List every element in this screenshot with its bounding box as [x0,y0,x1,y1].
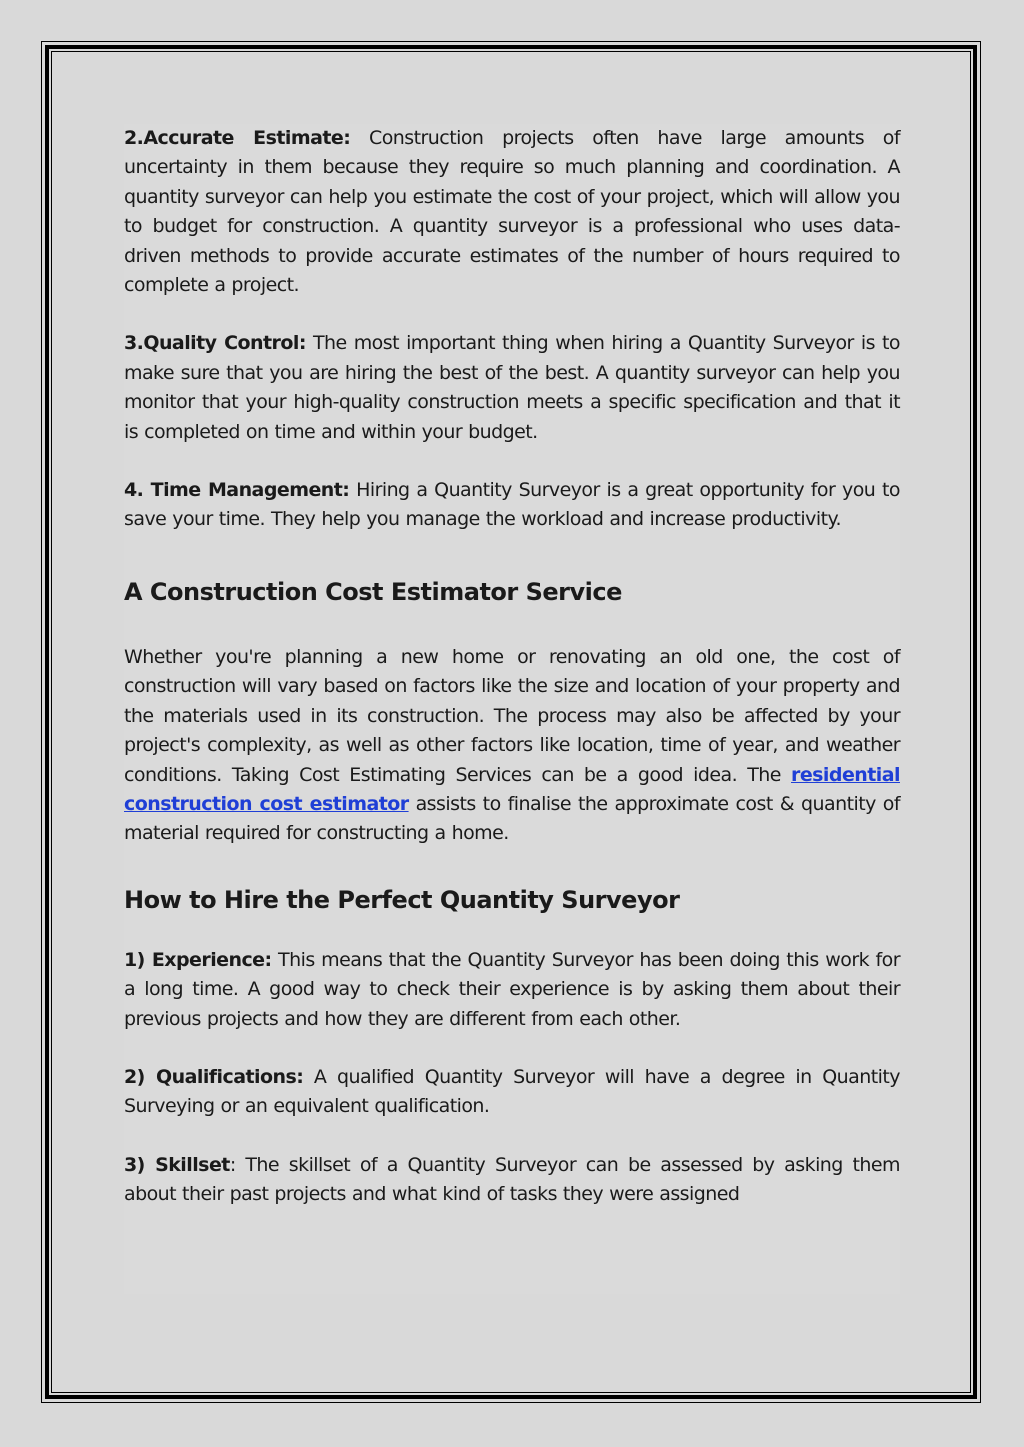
paragraph-cost-estimator [124,643,900,849]
label-skillset: 3) Skillset [124,1153,230,1176]
document-body [124,124,900,1294]
text-qualifications: A qualified Quantity Surveyor will have a degree in Quantity Surveying or an equivalent qualification. [124,1065,900,1118]
text-time-management: Hiring a Quantity Surveyor is a great opportunity for you to save your time. They help you manage the workload and increase productivity. [124,479,900,531]
paragraph-qualifications [124,1063,900,1122]
text-skillset: : The skillset of a Quantity Surveyor can be assessed by asking them about their past projects and what kind of tasks they were assigned [124,1153,900,1206]
text-estimator-after: assists to finalise the approximate cost & quantity of material required for constructing a home. [124,792,900,845]
label-experience: 1) Experience: [124,948,272,971]
heading-hire-surveyor: How to Hire the Perfect Quantity Surveyor [124,885,680,914]
text-accurate-estimate: Construction projects often have large amounts of uncertainty in them because they require so much planning and coordination. A quantity surveyor can help you estimate the cost of your project, which will allow you to budget for construction. A quantity surveyor is a professional who uses data-driven methods to provide accurate estimates of the number of hours required to complete a project. [124,127,900,297]
paragraph-accurate-estimate [124,124,900,300]
paragraph-experience [124,946,900,1034]
text-estimator-before: Whether you're planning a new home or renovating an old one, the cost of construction will vary based on factors like the size and location of your property and the materials used in its construction. The process may also be affected by your project's complexity, as well as other factors like location, time of year, and weather conditions. Taking Cost Estimating Services can be a good idea. The [124,645,900,786]
residential-estimator-link[interactable]: residential construction cost estimator [124,763,900,815]
paragraph-quality-control [124,329,900,447]
heading-cost-estimator-service: A Construction Cost Estimator Service [124,577,622,606]
label-accurate-estimate: 2.Accurate Estimate: [124,127,351,149]
label-quality-control: 3.Quality Control: [124,332,306,355]
text-quality-control: The most important thing when hiring a Quantity Surveyor is to make sure that you are hiring the best of the best. A quantity surveyor can help you monitor that your high-quality construction meets a specific specification and that it is completed on time and within your budget. [124,332,900,443]
text-experience: This means that the Quantity Surveyor has been doing this work for a long time. A good way to check their experience is by asking them about their previous projects and how they are different from each other. [124,948,900,1030]
label-time-management: 4. Time Management: [124,479,350,502]
paragraph-time-management [124,476,900,535]
paragraph-skillset [124,1151,900,1210]
label-qualifications: 2) Qualifications: [124,1065,304,1088]
